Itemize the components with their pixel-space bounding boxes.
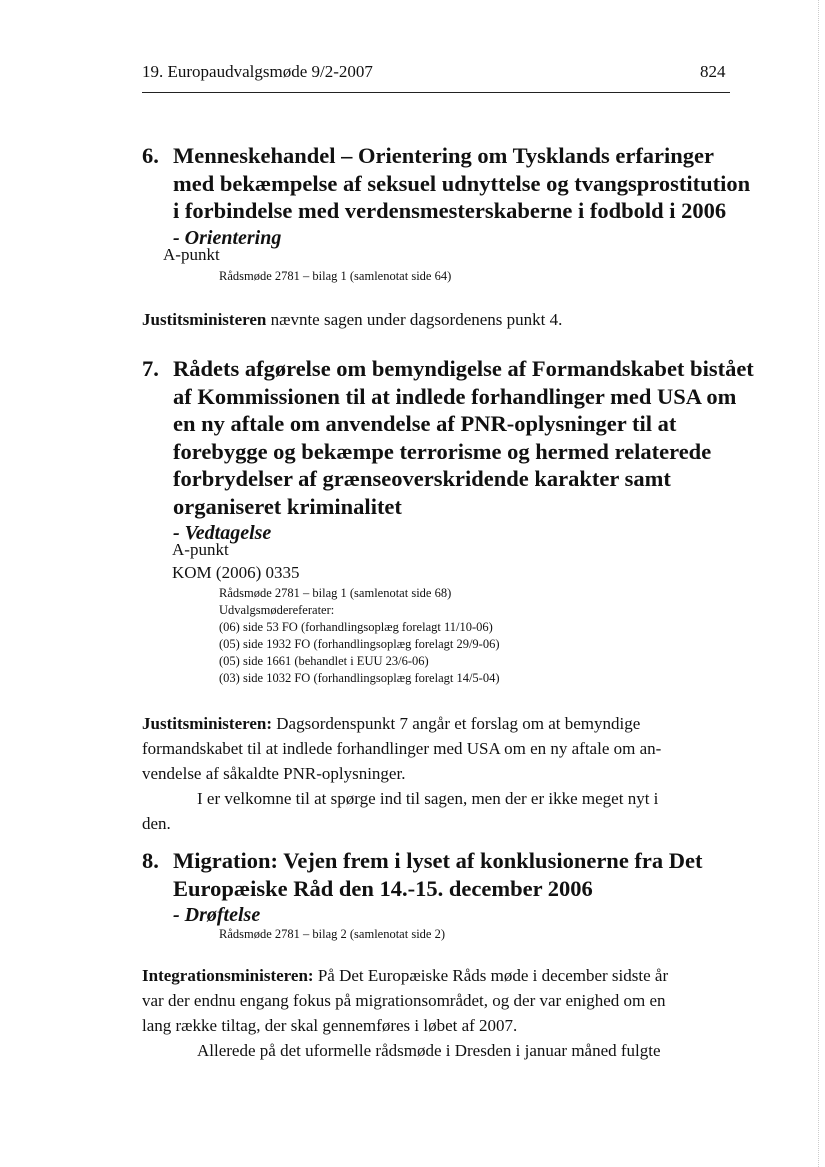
statement-text: Dagsordenspunkt 7 angår et forslag om at bemyndige [272,714,641,733]
reference: (05) side 1661 (behandlet i EUU 23/6-06) [219,654,429,668]
item-type: - Orientering [173,226,282,249]
statement-8 [142,963,732,1063]
reference: (05) side 1932 FO (forhandlingsoplæg forelagt 29/9-06) [219,637,500,651]
title-line: organiseret kriminalitet [173,493,402,519]
reference: (03) side 1032 FO (forhandlingsoplæg forelagt 14/5-04) [219,671,500,685]
page-number: 824 [700,62,726,81]
reference: Rådsmøde 2781 – bilag 2 (samlenotat side 2) [219,927,446,941]
scan-edge [818,0,825,1167]
agenda-item-7-heading [142,355,754,548]
title-line: forbrydelser af grænseoverskridende karakter samt [173,466,671,491]
title-line: en ny aftale om anvendelse af PNR-oplysninger til at [173,411,677,436]
reference: Rådsmøde 2781 – bilag 1 (samlenotat side 64) [219,269,452,283]
reference-list [219,585,500,687]
title-line: forebygge og bekæmpe terrorisme og hermed relaterede [173,438,712,464]
item-type: - Drøftelse [173,904,261,926]
statement-text: nævnte sagen under dagsordenens punkt 4. [266,310,563,329]
punkt-label: A-punkt [172,540,229,559]
title-line: i forbindelse med verdensmesterskaberne i fodbold i 2006 [173,198,727,223]
title-line: af Kommissionen til at indlede forhandlinger med USA om [173,383,737,409]
punkt-label: A-punkt [163,245,220,264]
statement-text: formandskabet til at indlede forhandlinger med USA om en ny aftale om an- [142,739,662,758]
title-line: med bekæmpelse af seksuel udnyttelse og tvangsprostitution [173,170,751,196]
item-number: 8. [142,848,159,873]
statement-text: På Det Europæiske Råds møde i december sidste år [313,966,669,985]
speaker: Justitsministeren: [142,714,273,733]
statement-text: I er velkomne til at spørge ind til sagen, men der er ikke meget nyt i [197,789,659,808]
statement-text: var der endnu engang fokus på migrationsområdet, og der var enighed om en [142,991,666,1010]
title-line: Menneskehandel – Orientering om Tysklands erfaringer [173,143,715,168]
statement-text: den. [142,814,171,833]
statement-text: Allerede på det uformelle rådsmøde i Dresden i januar måned fulgte [197,1041,661,1060]
statement-7 [142,711,732,836]
reference: (06) side 53 FO (forhandlingsoplæg forelagt 11/10-06) [219,620,493,634]
item-number: 6. [142,143,159,168]
agenda-item-8-heading [142,847,703,930]
title-line: Europæiske Råd den 14.-15. december 2006 [173,875,593,901]
item-number: 7. [142,356,159,381]
title-line: Migration: Vejen frem i lyset af konklusionerne fra Det [173,848,703,873]
reference: Udvalgsmødereferater: [219,603,335,617]
speaker: Integrationsministeren: [142,966,314,985]
statement-text: vendelse af såkaldte PNR-oplysninger. [142,764,406,783]
speaker: Justitsministeren [142,310,267,329]
statement-6 [142,307,732,332]
statement-text: lang række tiltag, der skal gennemføres i løbet af 2007. [142,1016,518,1035]
reference: Rådsmøde 2781 – bilag 1 (samlenotat side 68) [219,586,452,600]
agenda-item-6-heading [142,142,750,252]
item-type: - Vedtagelse [173,522,272,544]
kom-number: KOM (2006) 0335 [172,563,300,582]
running-header-title: 19. Europaudvalgsmøde 9/2-2007 [142,62,373,81]
title-line: Rådets afgørelse om bemyndigelse af Formandskabet bistået [173,356,754,381]
header-rule [142,92,730,93]
